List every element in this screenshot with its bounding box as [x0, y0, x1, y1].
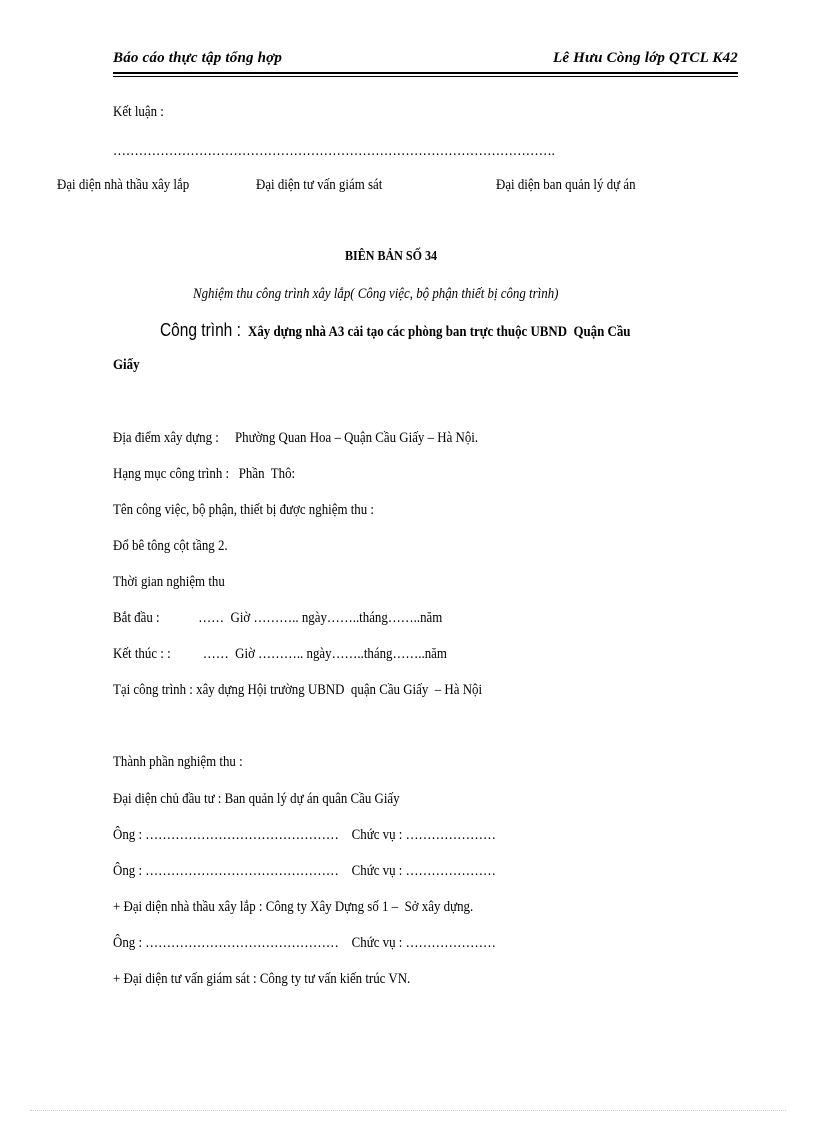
header-left-title: Báo cáo thực tập tổng hợp [113, 50, 283, 66]
person-line: Ông : ……………………………………… Chức vụ : ………………… [113, 827, 496, 843]
header-right-author: Lê Hưu Còng lớp QTCL K42 [552, 50, 738, 66]
person-line: Ông : ……………………………………… Chức vụ : ………………… [113, 935, 496, 951]
minutes-subtitle: Nghiệm thu công trình xây lắp( Công việc, bộ phận thiết bị công trình) [193, 286, 559, 302]
owner-line: Đại diện chủ đầu tư : Ban quản lý dự án quân Cầu Giấy [113, 791, 400, 807]
participants-heading: Thành phần nghiệm thu : [113, 754, 243, 770]
supervisor-line: + Đại diện tư vấn giám sát : Công ty tư vấn kiến trúc VN. [113, 971, 411, 987]
conclusion-label: Kết luận : [113, 104, 164, 120]
signature-board: Đại diện ban quản lý dự án [496, 177, 636, 193]
category-line: Hạng mục công trình : Phần Thô: [113, 466, 296, 482]
signature-supervisor: Đại diện tư vấn giám sát [256, 177, 383, 193]
conclusion-dots: …………………………………………………………………………………………. [113, 143, 555, 159]
signature-contractor: Đại diện nhà thầu xây lắp [57, 177, 190, 193]
header-rule-thick [113, 72, 738, 74]
work-item-line: Đổ bê tông cột tầng 2. [113, 538, 228, 554]
place-line: Tại công trình : xây dựng Hội trường UBND quận Cầu Giấy – Hà Nội [113, 682, 483, 698]
header-rule-thin [113, 76, 738, 77]
person-line: Ông : ……………………………………… Chức vụ : ………………… [113, 863, 496, 879]
end-line: Kết thúc : : …… Giờ ……….. ngày……..tháng……..năm [113, 646, 447, 662]
time-line: Thời gian nghiệm thu [113, 574, 225, 590]
contractor-line: + Đại diện nhà thầu xây lắp : Công ty Xây Dựng số 1 – Sở xây dựng. [113, 899, 474, 915]
project-value: Xây dựng nhà A3 cải tạo các phòng ban trực thuộc UBND Quận Cầu [248, 324, 631, 340]
work-name-line: Tên công việc, bộ phận, thiết bị được nghiệm thu : [113, 502, 375, 518]
project-label: Công trình : [160, 320, 241, 340]
location-line: Địa điểm xây dựng : Phường Quan Hoa – Quận Cầu Giấy – Hà Nội. [113, 430, 479, 446]
minutes-title: BIÊN BẢN SỐ 34 [345, 249, 437, 264]
start-line: Bắt đầu : …… Giờ ……….. ngày……..tháng……..năm [113, 610, 443, 626]
project-value-continued: Giấy [113, 357, 140, 373]
page-bottom-border [30, 1110, 786, 1111]
